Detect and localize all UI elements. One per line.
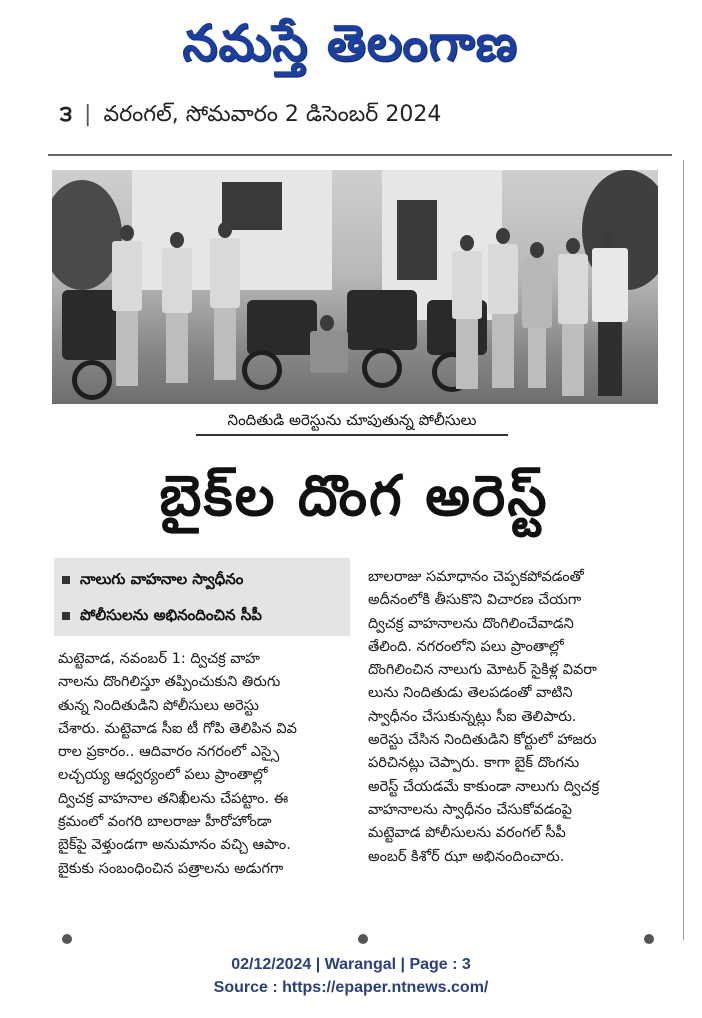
highlight-text: నాలుగు వాహనాల స్వాధీనం <box>80 570 244 588</box>
article-line: బాలరాజు సమాధానం చెప్పకపోవడంతో <box>368 569 584 585</box>
article-line: స్వాధీనం చేసుకున్నట్లు సీఐ తెలిపారు. <box>368 708 577 725</box>
article-line: పరిచినట్లు చెప్పారు. కాగా బైక్ దొంగను <box>368 755 580 772</box>
article-line: నాలను దొంగిలిస్తూ తప్పించుకుని తిరుగు <box>58 674 281 691</box>
column-rule <box>683 160 684 940</box>
footer-source-line: Source : https://epaper.ntnews.com/ <box>213 979 489 996</box>
photo-caption: నిందితుడి అరెస్టును చూపుతున్న పోలీసులు <box>227 411 477 429</box>
bullet-square-icon <box>62 576 70 584</box>
article-line: లును నిందితుడు తెలపడంతో వాటిని <box>368 685 573 702</box>
article-column-1 <box>58 648 354 881</box>
footer-date-line: 02/12/2024 | Warangal | Page : 3 <box>231 956 471 973</box>
article-line: ద్విచక్ర వాహనాల తనిఖీలను చేపట్టాం. ఈ <box>58 790 289 807</box>
highlight-text: పోలీసులను అభినందించిన సీపీ <box>80 606 262 624</box>
article-line: క్రమంలో వంగరి బాలరాజు హీరోహోండా <box>58 814 272 831</box>
article-line: అంబర్ కిశోర్ ఝా అభినందించారు. <box>368 848 565 865</box>
photo-doorway <box>397 200 437 280</box>
news-photo <box>52 170 658 404</box>
page-edge-dot <box>358 934 368 944</box>
header-rule <box>48 154 672 156</box>
article-line: మట్టెవాడ పోలీసులను వరంగల్ సీపీ <box>368 825 566 842</box>
dateline-text: వరంగల్, సోమవారం 2 డిసెంబర్ 2024 <box>103 102 442 127</box>
dateline-separator: | <box>84 102 92 127</box>
article-line: చేశారు. మట్టెవాడ సీఐ టీ గోపి తెలిపిన వివ <box>58 720 297 737</box>
article-line: బైక్‌పై వెళ్తుండగా అనుమానం వచ్చి ఆపాం. <box>58 837 291 854</box>
article-line: మట్టెవాడ, నవంబర్ 1: ద్విచక్ర వాహ <box>58 651 261 667</box>
article-line: ద్విచక్ర వాహనాలను దొంగిలించేవాడని <box>368 615 574 632</box>
highlights-box <box>54 558 350 636</box>
article-line: అదీనంలోకి తీసుకొని విచారణ చేయగా <box>368 592 582 609</box>
dateline <box>60 98 640 132</box>
highlight-item <box>62 600 346 630</box>
article-column-2 <box>368 566 668 869</box>
bullet-square-icon <box>62 612 70 620</box>
article-line: అరెస్టు చేసిన నిందితుడిని కోర్టులో హాజరు <box>368 732 597 749</box>
article-line: వాహనాలను స్వాధీనం చేసుకోవడంపై <box>368 801 572 818</box>
article-line: బైకుకు సంబంధించిన పత్రాలను అడుగగా <box>58 860 284 877</box>
photo-caption-box <box>196 408 508 436</box>
article-line: లచ్చయ్య ఆధ్వర్యంలో పలు ప్రాంతాల్లో <box>58 767 268 784</box>
page-edge-dot <box>644 934 654 944</box>
highlight-item <box>62 564 346 594</box>
article-line: తేలింది. నగరంలోని పలు ప్రాంతాల్లో <box>368 638 564 655</box>
article-line: తున్న నిందితుడిని పోలీసులు అరెస్టు <box>58 697 259 714</box>
page-edge-dot <box>62 934 72 944</box>
article-line: దొంగిలించిన నాలుగు మోటర్ సైకిళ్ల వివరా <box>368 662 597 679</box>
photo-window <box>222 182 282 230</box>
newspaper-masthead: నమస్తే తెలంగాణ <box>182 14 518 72</box>
article-line: అరెస్ట్ చేయడమే కాకుండా నాలుగు ద్విచక్ర <box>368 778 600 795</box>
article-line: రాల ప్రకారం.. ఆదివారం నగరంలో ఎస్సై <box>58 744 280 761</box>
page-number: ౩ <box>60 102 73 127</box>
article-headline: బైక్‌ల దొంగ అరెస్ట్ <box>159 464 549 529</box>
